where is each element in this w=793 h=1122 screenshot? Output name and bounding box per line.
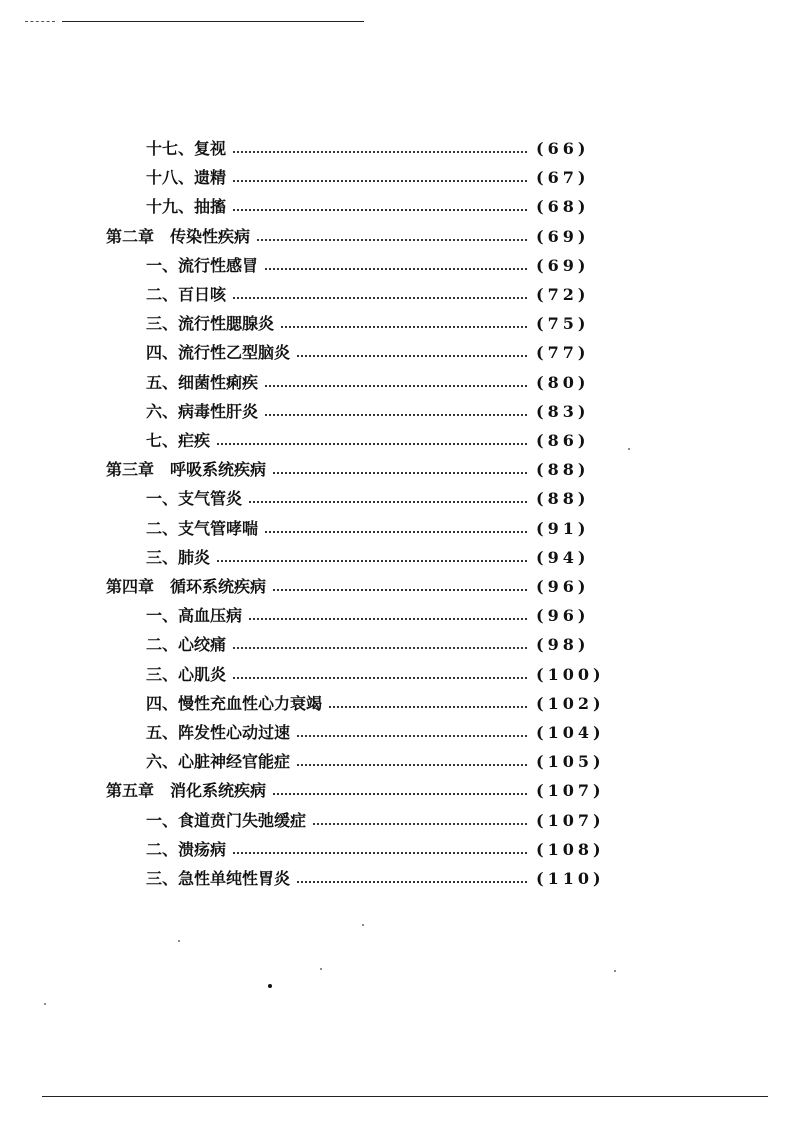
toc-entry-title: 三、心肌炎 — [146, 660, 232, 689]
toc-entry-page: (67) — [532, 163, 602, 192]
ink-speck — [320, 968, 322, 970]
toc-section-row — [0, 280, 793, 309]
toc-entry-title: 一、高血压病 — [146, 601, 248, 630]
toc-entry-title: 第二章 传染性疾病 — [106, 222, 256, 251]
ink-speck — [178, 940, 180, 942]
toc-section-row — [0, 397, 793, 426]
toc-entry-page: (66) — [532, 134, 602, 163]
toc-entry-title: 五、阵发性心动过速 — [146, 718, 296, 747]
toc-entry-title: 十九、抽搐 — [146, 192, 232, 221]
toc-entry-title: 二、支气管哮喘 — [146, 514, 264, 543]
toc-entry-page: (94) — [532, 543, 602, 572]
toc-entry-page: (100) — [532, 660, 602, 689]
toc-entry-title: 四、慢性充血性心力衰竭 — [146, 689, 328, 718]
ink-speck — [44, 1003, 46, 1005]
toc-entry-title: 十八、遗精 — [146, 163, 232, 192]
toc-entry-page: (96) — [532, 601, 602, 630]
toc-entry-title: 三、急性单纯性胃炎 — [146, 864, 296, 893]
toc-entry-page: (68) — [532, 192, 602, 221]
top-rule — [62, 21, 364, 22]
toc-entry-page: (107) — [532, 806, 602, 835]
toc-section-row — [0, 163, 793, 192]
toc-section-row — [0, 630, 793, 659]
toc-entry-page: (83) — [532, 397, 602, 426]
toc-entry-title: 三、流行性腮腺炎 — [146, 309, 280, 338]
toc-entry-title: 六、病毒性肝炎 — [146, 397, 264, 426]
toc-entry-page: (91) — [532, 514, 602, 543]
toc-entry-page: (110) — [532, 864, 602, 893]
toc-entry-title: 一、食道贲门失弛缓症 — [146, 806, 312, 835]
toc-section-row — [0, 864, 793, 893]
toc-section-row — [0, 426, 793, 455]
toc-entry-title: 十七、复视 — [146, 134, 232, 163]
toc-entry-page: (77) — [532, 338, 602, 367]
toc-section-row — [0, 543, 793, 572]
toc-entry-page: (69) — [532, 222, 602, 251]
toc-chapter-row — [0, 776, 793, 805]
toc-section-row — [0, 134, 793, 163]
toc-entry-page: (80) — [532, 368, 602, 397]
toc-entry-page: (75) — [532, 309, 602, 338]
toc-entry-title: 第四章 循环系统疾病 — [106, 572, 272, 601]
toc-section-row — [0, 309, 793, 338]
toc-entry-title: 第三章 呼吸系统疾病 — [106, 455, 272, 484]
toc-section-row — [0, 251, 793, 280]
toc-section-row — [0, 192, 793, 221]
toc-section-row — [0, 601, 793, 630]
ink-dot — [268, 984, 272, 988]
ink-speck — [614, 970, 616, 972]
toc-section-row — [0, 835, 793, 864]
toc-entry-title: 一、支气管炎 — [146, 484, 248, 513]
toc-section-row — [0, 660, 793, 689]
toc-chapter-row — [0, 222, 793, 251]
toc-entry-page: (104) — [532, 718, 602, 747]
toc-entry-page: (102) — [532, 689, 602, 718]
toc-section-row — [0, 484, 793, 513]
toc-entry-title: 四、流行性乙型脑炎 — [146, 338, 296, 367]
toc-entry-page: (72) — [532, 280, 602, 309]
toc-entry-page: (105) — [532, 747, 602, 776]
toc-entry-title: 六、心脏神经官能症 — [146, 747, 296, 776]
toc-entry-title: 一、流行性感冒 — [146, 251, 264, 280]
toc-section-row — [0, 368, 793, 397]
ink-speck — [628, 448, 630, 450]
toc-entry-page: (88) — [532, 455, 602, 484]
toc-entry-title: 三、肺炎 — [146, 543, 216, 572]
toc-entry-title: 二、百日咳 — [146, 280, 232, 309]
toc-entry-title: 二、心绞痛 — [146, 630, 232, 659]
toc-entry-page: (88) — [532, 484, 602, 513]
toc-section-row — [0, 747, 793, 776]
toc-entry-page: (86) — [532, 426, 602, 455]
toc-entry-title: 七、疟疾 — [146, 426, 216, 455]
toc-section-row — [0, 718, 793, 747]
ink-speck — [362, 924, 364, 926]
toc-entry-title: 五、细菌性痢疾 — [146, 368, 264, 397]
toc-chapter-row — [0, 572, 793, 601]
toc-section-row — [0, 514, 793, 543]
toc-section-row — [0, 338, 793, 367]
toc-entry-page: (69) — [532, 251, 602, 280]
toc-entry-page: (98) — [532, 630, 602, 659]
toc-section-row — [0, 806, 793, 835]
toc-entry-page: (108) — [532, 835, 602, 864]
bottom-rule — [42, 1096, 768, 1097]
toc-section-row — [0, 689, 793, 718]
toc-entry-page: (96) — [532, 572, 602, 601]
toc-entry-title: 第五章 消化系统疾病 — [106, 776, 272, 805]
toc-chapter-row — [0, 455, 793, 484]
top-dashed-rule — [25, 21, 55, 22]
toc-entry-title: 二、溃疡病 — [146, 835, 232, 864]
toc-entry-page: (107) — [532, 776, 602, 805]
